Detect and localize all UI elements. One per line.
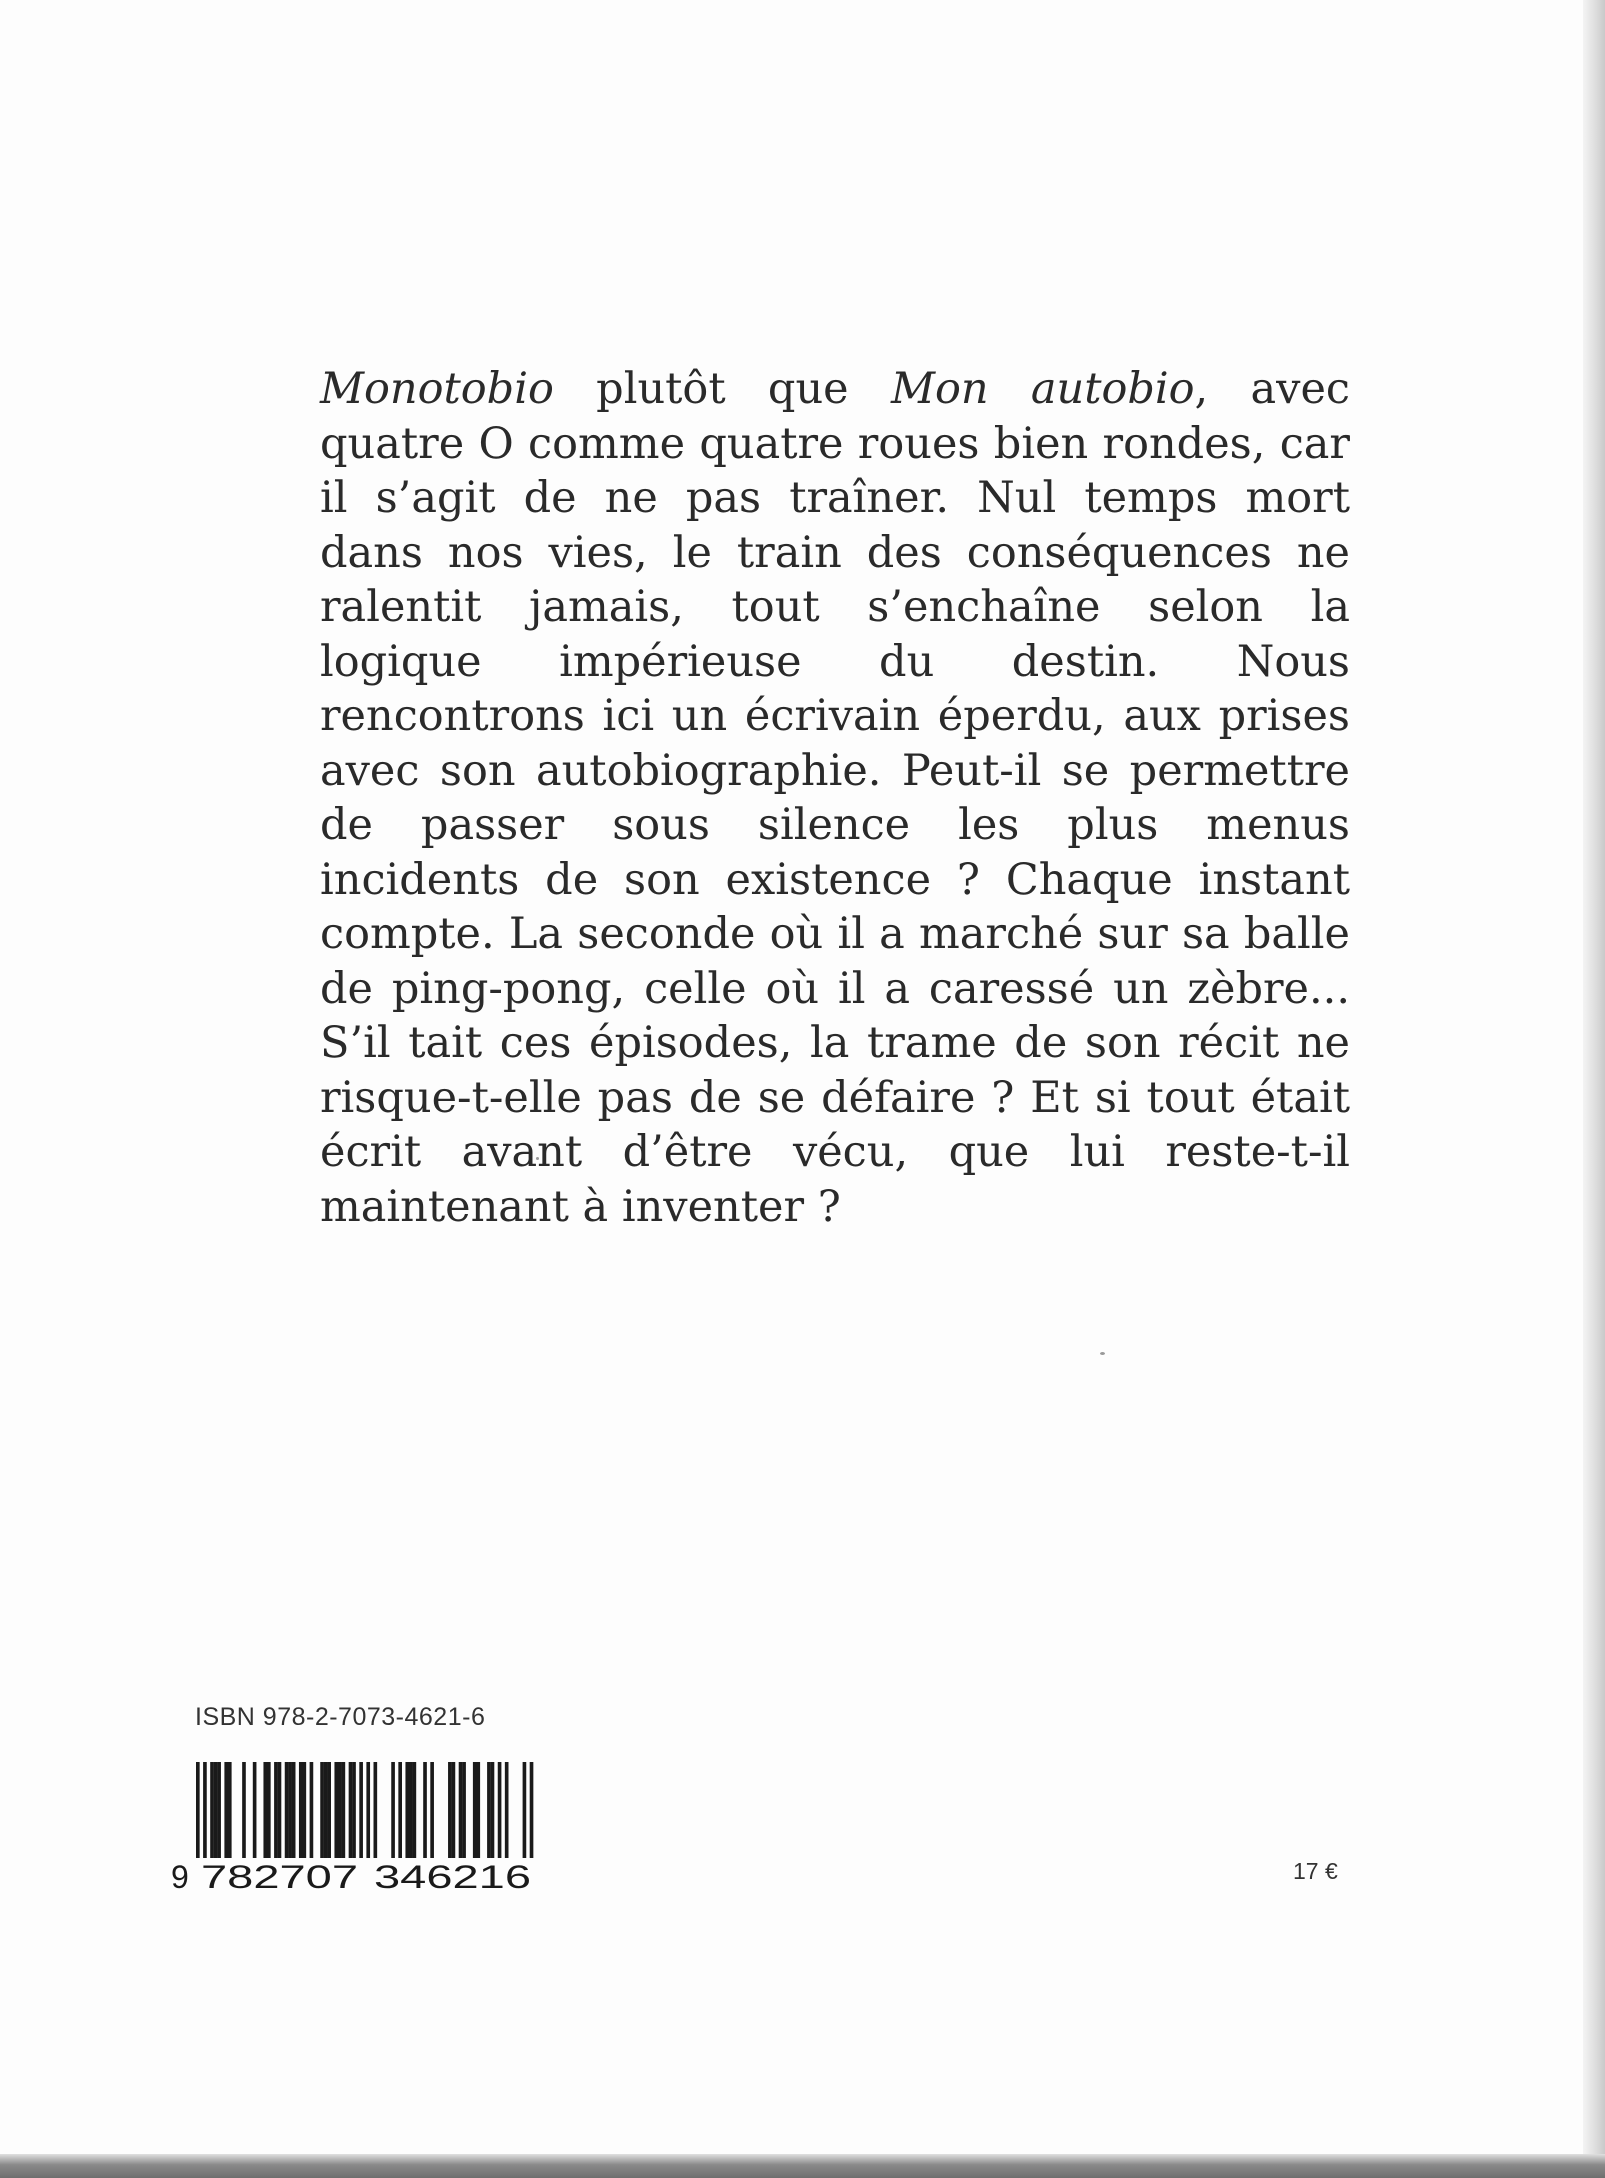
barcode-bar [405, 1762, 409, 1858]
barcode-bar [324, 1762, 328, 1858]
barcode-bar [398, 1762, 402, 1858]
barcode-bar [374, 1762, 378, 1858]
barcode-bar [448, 1762, 452, 1858]
barcode-bar [423, 1762, 427, 1858]
barcode-bar [505, 1762, 509, 1858]
barcode-bar [349, 1762, 353, 1858]
barcode-bar [430, 1762, 434, 1858]
barcode-bar [263, 1762, 267, 1858]
barcode-bar [498, 1762, 502, 1858]
barcode-bar [476, 1762, 480, 1858]
barcode-bar [253, 1762, 257, 1858]
barcode-bar [288, 1762, 292, 1858]
isbn-label: ISBN 978-2-7073-4621-6 [195, 1703, 486, 1731]
barcode-bar [409, 1762, 413, 1858]
barcode-bar [352, 1762, 356, 1858]
barcode-bar [462, 1762, 466, 1858]
barcode-bar [338, 1762, 342, 1858]
barcode-digits-left: 782707 [201, 1859, 358, 1892]
barcode-digits-right: 346216 [374, 1859, 531, 1892]
barcode-bar [285, 1762, 289, 1858]
barcode-bar [267, 1762, 271, 1858]
barcode-bar [452, 1762, 456, 1858]
barcode-bar [292, 1762, 296, 1858]
barcode-bar [342, 1762, 346, 1858]
paper-speck [1100, 1352, 1105, 1355]
barcode-bar [413, 1762, 417, 1858]
page-right-edge [1583, 0, 1605, 2178]
back-cover-blurb [320, 362, 1350, 1234]
price-label: 17 € [1293, 1858, 1338, 1884]
blurb-alt-title-italic: Mon autobio [890, 364, 1195, 414]
barcode-bar [299, 1762, 303, 1858]
barcode-bar [391, 1762, 395, 1858]
barcode-bar [473, 1762, 477, 1858]
barcode-bar [320, 1762, 324, 1858]
barcode-bar [459, 1762, 463, 1858]
barcode [168, 1762, 538, 1892]
barcode-bar [487, 1762, 491, 1858]
barcode-bar [310, 1762, 314, 1858]
blurb-text: , avec quatre O comme quatre roues bien rondes, car il s’agit de ne pas traîner. Nul temps mort dans nos vies, le train des conséquences ne ralentit jamais, tout s’enchaîne selon la logique impérieuse du destin. Nous rencontrons ici un écrivain éperdu, aux prises avec son autobiographie. Peut-il se permettre de passer sous silence les plus menus incidents de son existence ? Chaque instant compte. La seconde où il a marché sur sa balle de ping-pong, celle où il a caressé un zèbre... S’il tait ces épisodes, la trame de son récit ne risque-t-elle pas de se défaire ? Et si tout était écrit avant d’être vécu, que lui reste-t-il maintenant à inventer ? [320, 364, 1351, 1232]
barcode-bar [491, 1762, 495, 1858]
barcode-bar [210, 1762, 214, 1858]
barcode-bar [214, 1762, 218, 1858]
barcode-bar [334, 1762, 338, 1858]
barcode-bar [217, 1762, 221, 1858]
page-bottom-edge [0, 2154, 1605, 2178]
barcode-bar [303, 1762, 307, 1858]
barcode-bar [228, 1762, 232, 1858]
barcode-lead-digit: 9 [171, 1859, 189, 1892]
barcode-bar [327, 1762, 331, 1858]
barcode-bar [224, 1762, 228, 1858]
barcode-bar [278, 1762, 282, 1858]
blurb-title-italic: Monotobio [320, 364, 554, 414]
barcode-bar [242, 1762, 246, 1858]
barcode-bar [274, 1762, 278, 1858]
blurb-text: plutôt que [553, 364, 891, 414]
